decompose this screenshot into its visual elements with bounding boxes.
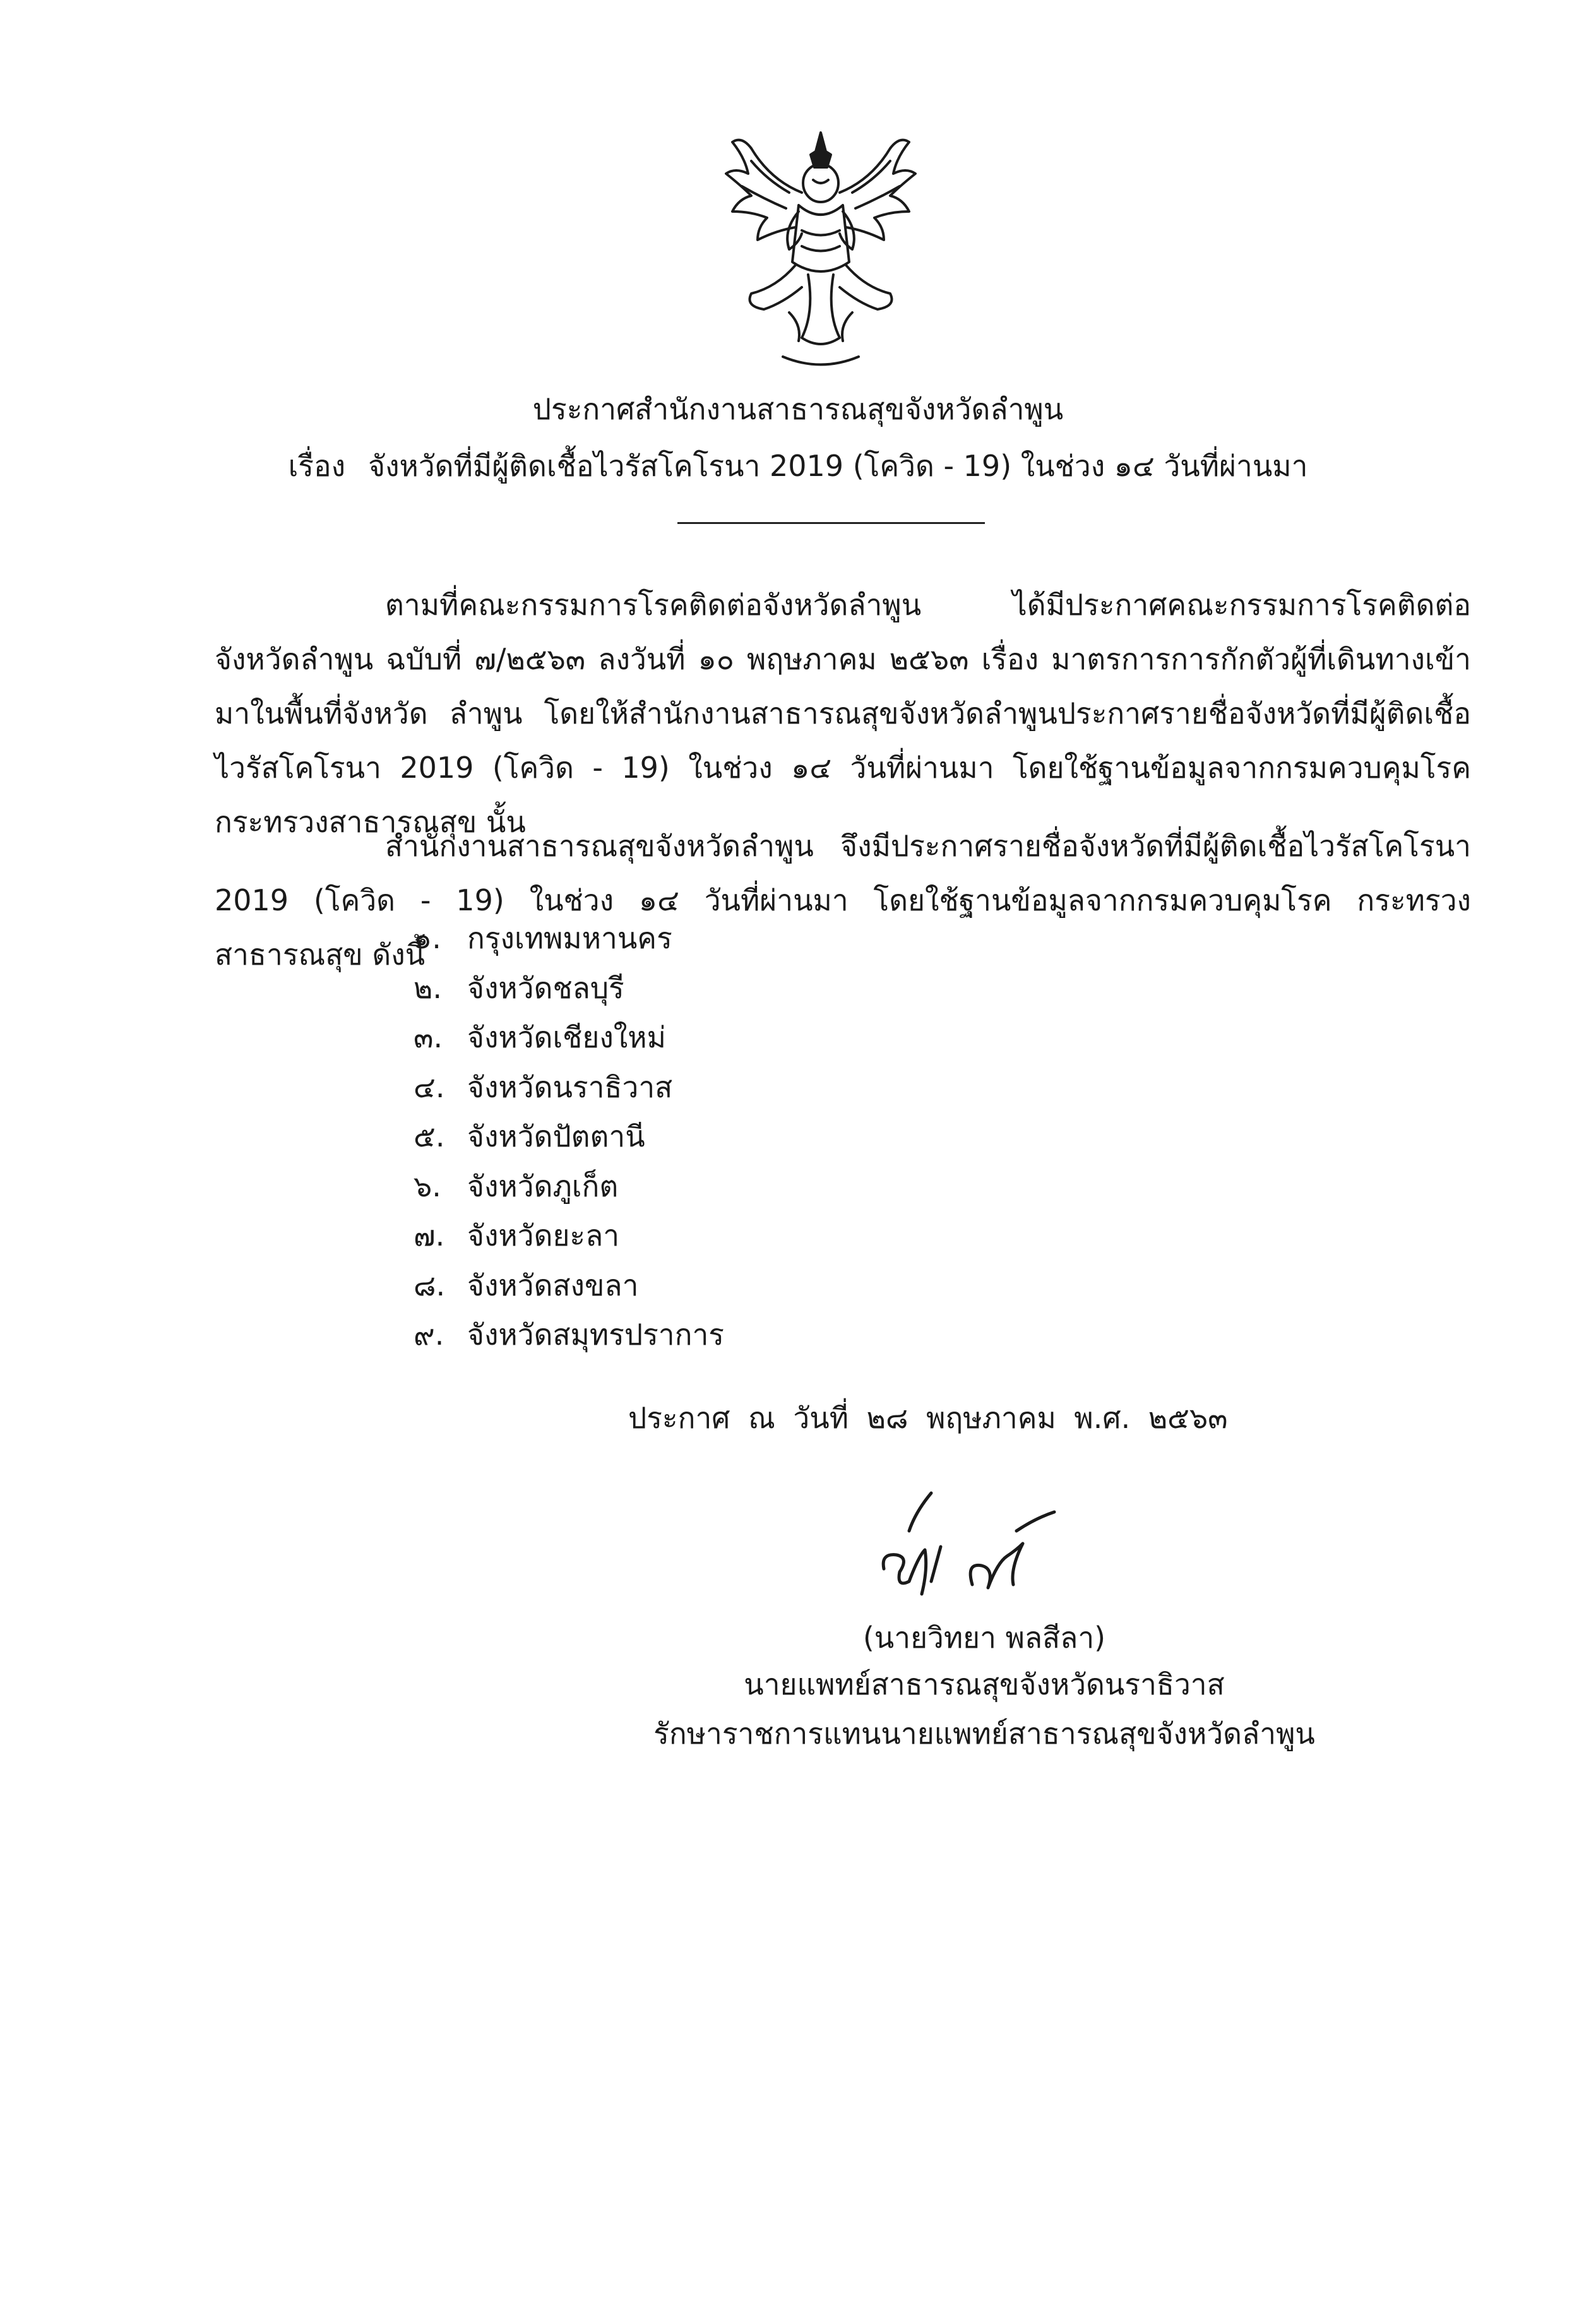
province-list [414,913,724,1360]
signer-position-primary: นายแพทย์สาธารณสุขจังหวัดนราธิวาส [744,1667,1225,1701]
list-number: ๑. [414,921,441,955]
province-name: จังหวัดชลบุรี [467,970,624,1005]
paragraph-1 [215,578,1471,849]
handwritten-signature [871,1487,1061,1613]
document-title: ประกาศสำนักงานสาธารณสุขจังหวัดลำพูน [532,392,1064,426]
province-name: จังหวัดยะลา [467,1218,620,1253]
list-item [414,1112,724,1162]
list-item [414,1013,724,1062]
list-item [414,963,724,1013]
list-number: ๓. [414,1020,443,1054]
list-number: ๕. [414,1119,445,1153]
list-number: ๘. [414,1268,446,1302]
announcement-date: ประกาศ ณ วันที่ ๒๘ พฤษภาคม พ.ศ. ๒๕๖๓ [628,1401,1228,1435]
list-item [414,913,724,963]
province-name: จังหวัดสมุทรปราการ [467,1318,724,1352]
subject-label: เรื่อง [288,449,346,483]
signer-position-acting: รักษาราชการแทนนายแพทย์สาธารณสุขจังหวัดลำพูน [653,1717,1315,1751]
list-number: ๒. [414,970,442,1005]
list-item [414,1062,724,1112]
list-number: ๗. [414,1218,445,1253]
list-number: ๙. [414,1318,444,1352]
garuda-emblem-icon [713,123,928,376]
signer-name: (นายวิทยา พลสีลา) [862,1621,1106,1655]
subject-text: จังหวัดที่มีผู้ติดเชื้อไวรัสโคโรนา 2019 (โควิด - 19) ในช่วง ๑๔ วันที่ผ่านมา [368,449,1308,483]
list-item [414,1310,724,1360]
list-item [414,1261,724,1311]
paragraph-2 [215,819,1471,982]
list-item [414,1162,724,1211]
list-number: ๖. [414,1169,441,1203]
paragraph-1-text: ตามที่คณะกรรมการโรคติดต่อจังหวัดลำพูน ได้มีประกาศคณะกรรมการโรคติดต่อจังหวัดลำพูน ฉบับที่ ๗/๒๕๖๓ ลงวันที่ ๑๐ พฤษภาคม ๒๕๖๓ เรื่อง มาตรการการกักตัวผู้ที่เดินทางเข้ามาในพื้นที่จังหวัด ลำพูน โดยให้สำนักงานสาธารณสุขจังหวัดลำพูนประกาศรายชื่อจังหวัดที่มีผู้ติดเชื้อไวรัสโคโรนา 2019 (โควิด - 19) ในช่วง ๑๔ วันที่ผ่านมา โดยใช้ฐานข้อมูลจากกรมควบคุมโรค กระทรวงสาธารณสุข นั้น [215,588,1471,839]
document-subject [0,443,1596,489]
province-name: กรุงเทพมหานคร [467,921,672,955]
province-name: จังหวัดสงขลา [467,1268,639,1302]
list-number: ๔. [414,1069,445,1104]
province-name: จังหวัดนราธิวาส [467,1069,673,1104]
paragraph-2-text: สำนักงานสาธารณสุขจังหวัดลำพูน จึงมีประกาศรายชื่อจังหวัดที่มีผู้ติดเชื้อไวรัสโคโรนา 2019 (โควิด - 19) ในช่วง ๑๔ วันที่ผ่านมา โดยใช้ฐานข้อมูลจากกรมควบคุมโรค กระทรวงสาธารณสุข ดังนี้ [215,829,1471,972]
header-divider [677,522,985,524]
province-name: จังหวัดปัตตานี [467,1119,645,1153]
province-name: จังหวัดเชียงใหม่ [467,1020,666,1054]
list-item [414,1211,724,1261]
province-name: จังหวัดภูเก็ต [467,1169,619,1203]
